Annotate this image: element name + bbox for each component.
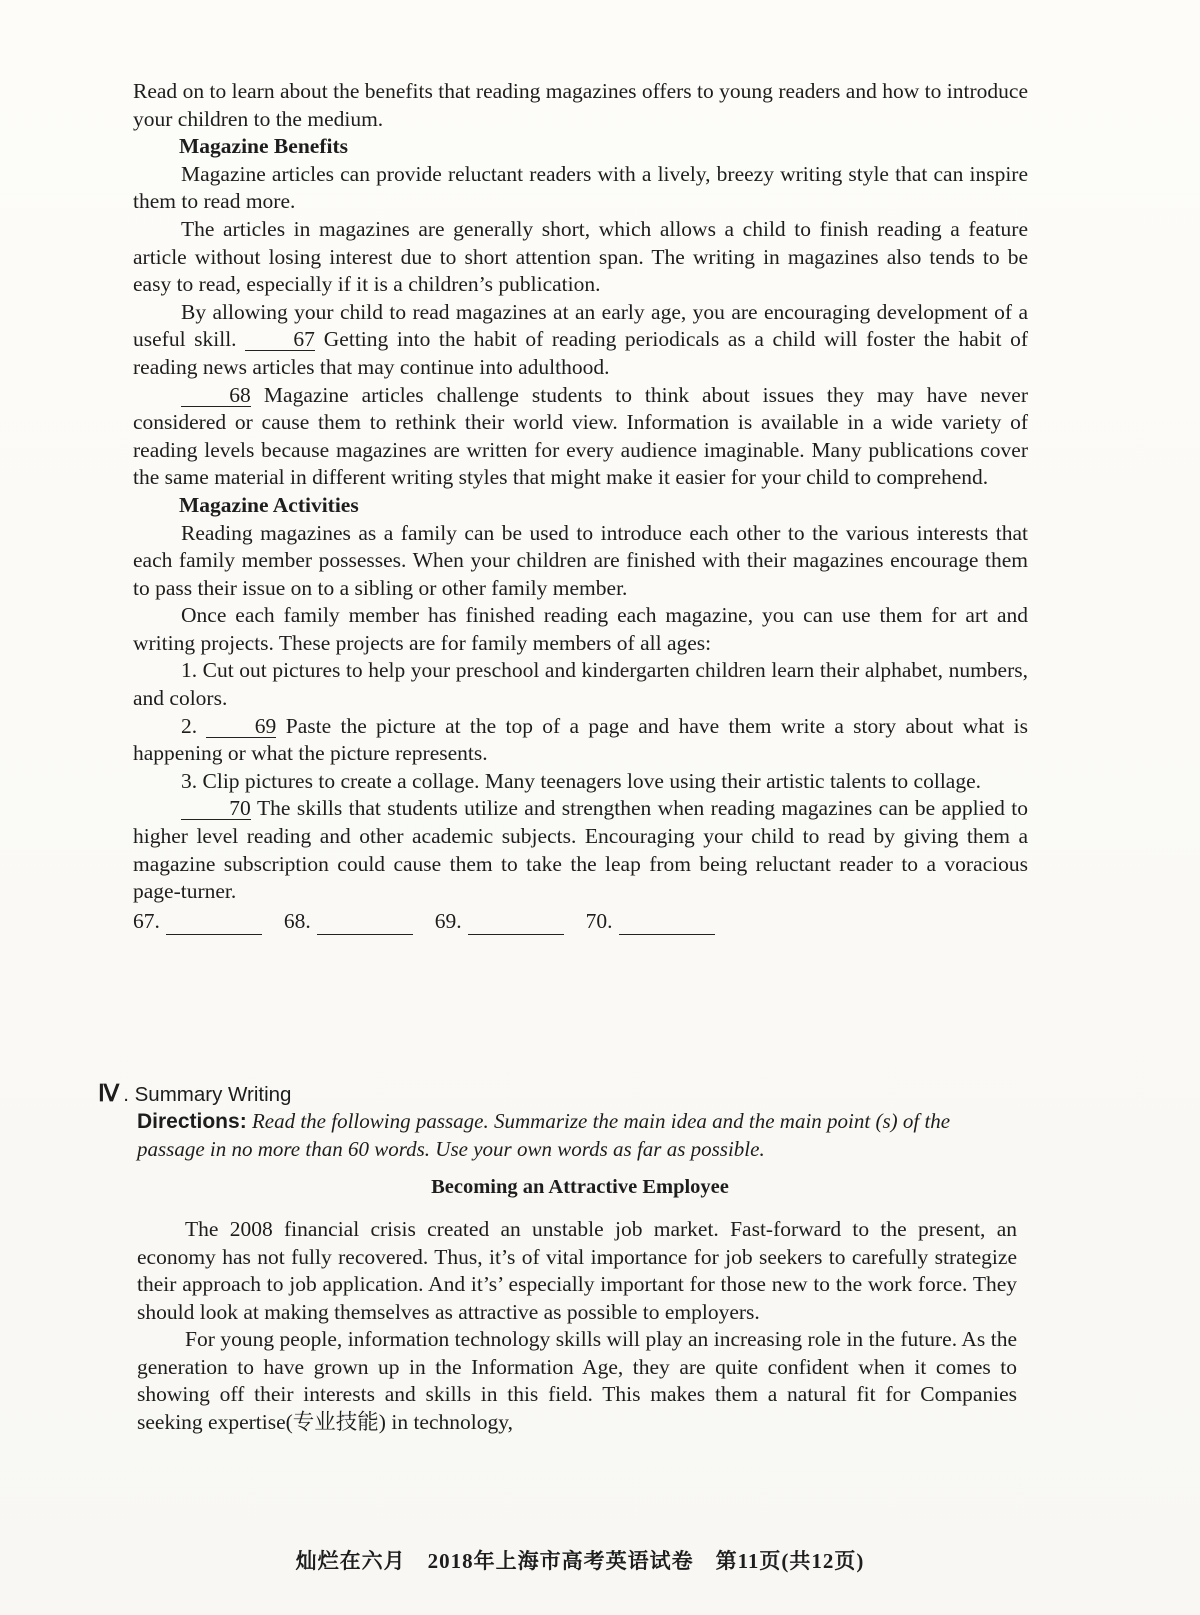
answer-lines (133, 908, 1028, 936)
activity-item-2 (133, 713, 1028, 768)
paragraph-4-text: Magazine articles challenge students to think about issues they may have never considered or cause them to rethink their world view. Information is available in a wide variety of reading levels because magazines are written for every audience imaginable. Many publications cover the same material in different writing styles that might make it easier for your child to comprehend. (133, 382, 1029, 490)
activity-item-1: 1. Cut out pictures to help your preschool and kindergarten children learn their alphabet, numbers, and colors. (133, 658, 1028, 711)
intro-paragraph: Read on to learn about the benefits that reading magazines offers to young readers and how to introduce your children to the medium. (133, 79, 1028, 131)
section4-heading (98, 1081, 291, 1107)
activities-paragraph-1: Reading magazines as a family can be used to introduce each other to the various interests that each family member possesses. When your children are finished with their magazines encourage them to pass their issue on to a sibling or other family member. (133, 520, 1028, 600)
activity-item-3: 3. Clip pictures to create a collage. Many teenagers love using their artistic talents to collage. (181, 768, 982, 793)
blank-67: 67 (245, 328, 315, 351)
answer-67[interactable]: 67. (133, 908, 262, 936)
closing-paragraph-text: The skills that students utilize and strengthen when reading magazines can be applied to higher level reading and other academic subjects. Encouraging your child to read by giving them a magazine subscription could cause them to take the leap from being reluctant reader to a voracious page-turner. (133, 796, 1028, 904)
summary-paragraph-1: The 2008 financial crisis created an unstable job market. Fast-forward to the present, an economy has not fully recovered. Thus, it’s of vital importance for job seekers to carefully strategize their approach to job application. And it’s’ especially important for those new to the work force. They should look at making themselves as attractive as possible to employers. (137, 1217, 1017, 1324)
closing-paragraph (133, 795, 1028, 905)
blank-70: 70 (181, 797, 251, 820)
item-2-text: Paste the picture at the top of a page and have them write a story about what is happening or what the picture represents. (133, 713, 1029, 766)
benefits-paragraph-4 (133, 382, 1028, 492)
directions-label: Directions: (137, 1110, 247, 1133)
blank-68: 68 (181, 384, 251, 407)
answer-68[interactable]: 68. (284, 908, 413, 936)
blank-69: 69 (206, 715, 276, 738)
section3-passage (133, 78, 1028, 935)
activities-paragraph-2: Once each family member has finished reading each magazine, you can use them for art and writing projects. These projects are for family members of all ages: (133, 603, 1028, 655)
benefits-paragraph-1: Magazine articles can provide reluctant readers with a lively, breezy writing style that can inspire them to read more. (133, 161, 1028, 214)
summary-directions (137, 1108, 1017, 1163)
answer-69[interactable]: 69. (435, 908, 564, 936)
passage-title: Becoming an Attractive Employee (431, 1176, 729, 1198)
heading-magazine-activities: Magazine Activities (179, 492, 359, 517)
section4-roman-numeral: Ⅳ (98, 1081, 120, 1106)
heading-magazine-benefits: Magazine Benefits (179, 134, 348, 159)
benefits-paragraph-3 (133, 299, 1028, 382)
directions-text: Read the following passage. Summarize the main idea and the main point (s) of the passage in no more than 60 words. Use your own words as far as possible. (137, 1109, 951, 1161)
answer-70[interactable]: 70. (586, 908, 715, 936)
page-footer: 灿烂在六月 2018年上海市高考英语试卷 第11页(共12页) (295, 1549, 865, 1573)
summary-paragraph-2: For young people, information technology skills will play an increasing role in the future. As the generation to have grown up in the Information Age, they are quite confident when it comes to showing off their interests and skills in this field. This makes them a natural fit for Companies seeking expertise(专业技能) in technology, (137, 1327, 1017, 1434)
paragraph-3-part-a: By allowing your child to read magazines at an early age, you are encouraging development of a useful skill. (133, 299, 1028, 352)
summary-passage (137, 1216, 1017, 1436)
benefits-paragraph-2: The articles in magazines are generally short, which allows a child to finish reading a feature article without losing interest due to short attention span. The writing in magazines also tends to be easy to read, especially if it is a children’s publication. (133, 216, 1028, 297)
paragraph-3-part-b: Getting into the habit of reading periodicals as a child will foster the habit of reading news articles that may continue into adulthood. (133, 327, 1029, 379)
section4-title: . Summary Writing (123, 1083, 292, 1106)
item-2-number: 2. (181, 713, 198, 738)
